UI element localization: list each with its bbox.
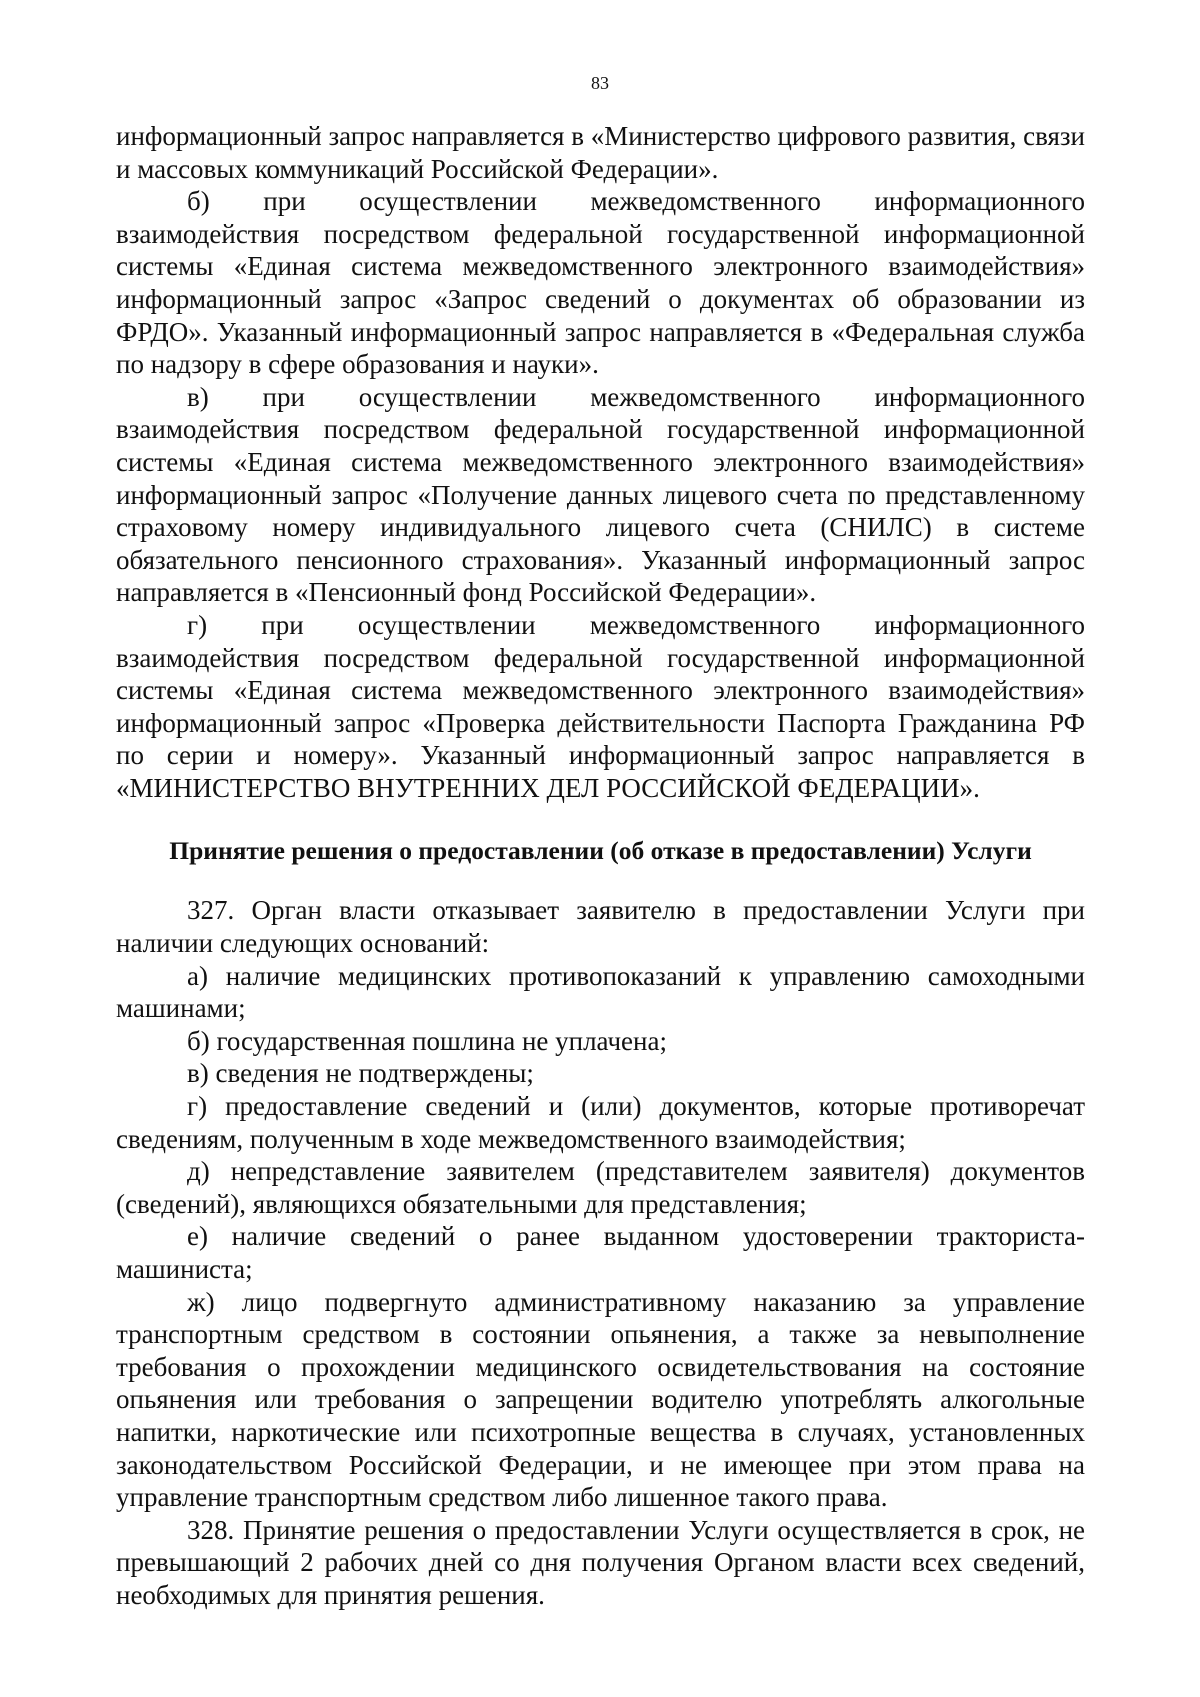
list-item-g: г) предоставление сведений и (или) документов, которые противоречат сведениям, полученным в ходе межведомственного взаимодействия; [116,1091,1085,1154]
paragraph-328: 328. Принятие решения о предоставлении Услуги осуществляется в срок, не превышающий 2 рабочих дней со дня получения Органом власти всех сведений, необходимых для принятия решения. [116,1514,1085,1610]
list-item-zh: ж) лицо подвергнуто административному наказанию за управление транспортным средством в состоянии опьянения, а также за невыполнение требования о прохождении медицинского освидетельствования на состояние опьянения или требования о запрещении водителю употреблять алкогольные напитки, наркотические или психотропные вещества в случаях, установленных законодательством Российской Федерации, и не имеющее при этом права на управление транспортным средством либо лишенное такого права. [116,1286,1085,1513]
list-item-v: в) сведения не подтверждены; [187,1058,534,1089]
paragraph-item-b: б) при осуществлении межведомственного информационного взаимодействия посредством федеральной государственной информационной системы «Единая система межведомственного электронного взаимодействия» информационный запрос «Запрос сведений о документах об образовании из ФРДО». Указанный информационный запрос направляется в «Федеральная служба по надзору в сфере образования и науки». [116,186,1085,380]
paragraph-item-g: г) при осуществлении межведомственного информационного взаимодействия посредством федеральной государственной информационной системы «Единая система межведомственного электронного взаимодействия» информационный запрос «Проверка действительности Паспорта Гражданина РФ по серии и номеру». Указанный информационный запрос направляется в «МИНИСТЕРСТВО ВНУТРЕННИХ ДЕЛ РОССИЙСКОЙ ФЕДЕРАЦИИ». [116,609,1085,803]
paragraph-327: 327. Орган власти отказывает заявителю в предоставлении Услуги при наличии следующих оснований: [116,895,1085,959]
paragraph-item-v: в) при осуществлении межведомственного информационного взаимодействия посредством федеральной государственной информационной системы «Единая система межведомственного электронного взаимодействия» информационный запрос «Получение данных лицевого счета по представленному страховому номеру индивидуального лицевого счета (СНИЛС) в системе обязательного пенсионного страхования». Указанный информационный запрос направляется в «Пенсионный фонд Российской Федерации». [116,381,1085,608]
list-item-e: е) наличие сведений о ранее выданном удостоверении тракториста-машиниста; [116,1221,1085,1284]
page-number: 83 [591,73,609,93]
document-body [116,120,1085,1612]
section-heading: Принятие решения о предоставлении (об отказе в предоставлении) Услуги [169,836,1032,866]
list-item-b: б) государственная пошлина не уплачена; [187,1025,667,1056]
list-item-a: а) наличие медицинских противопоказаний к управлению самоходными машинами; [116,960,1085,1024]
paragraph-continuation: информационный запрос направляется в «Министерство цифрового развития, связи и массовых коммуникаций Российской Федерации». [116,121,1085,184]
list-item-d: д) непредставление заявителем (представителем заявителя) документов (сведений), являющихся обязательными для представления; [116,1156,1085,1219]
